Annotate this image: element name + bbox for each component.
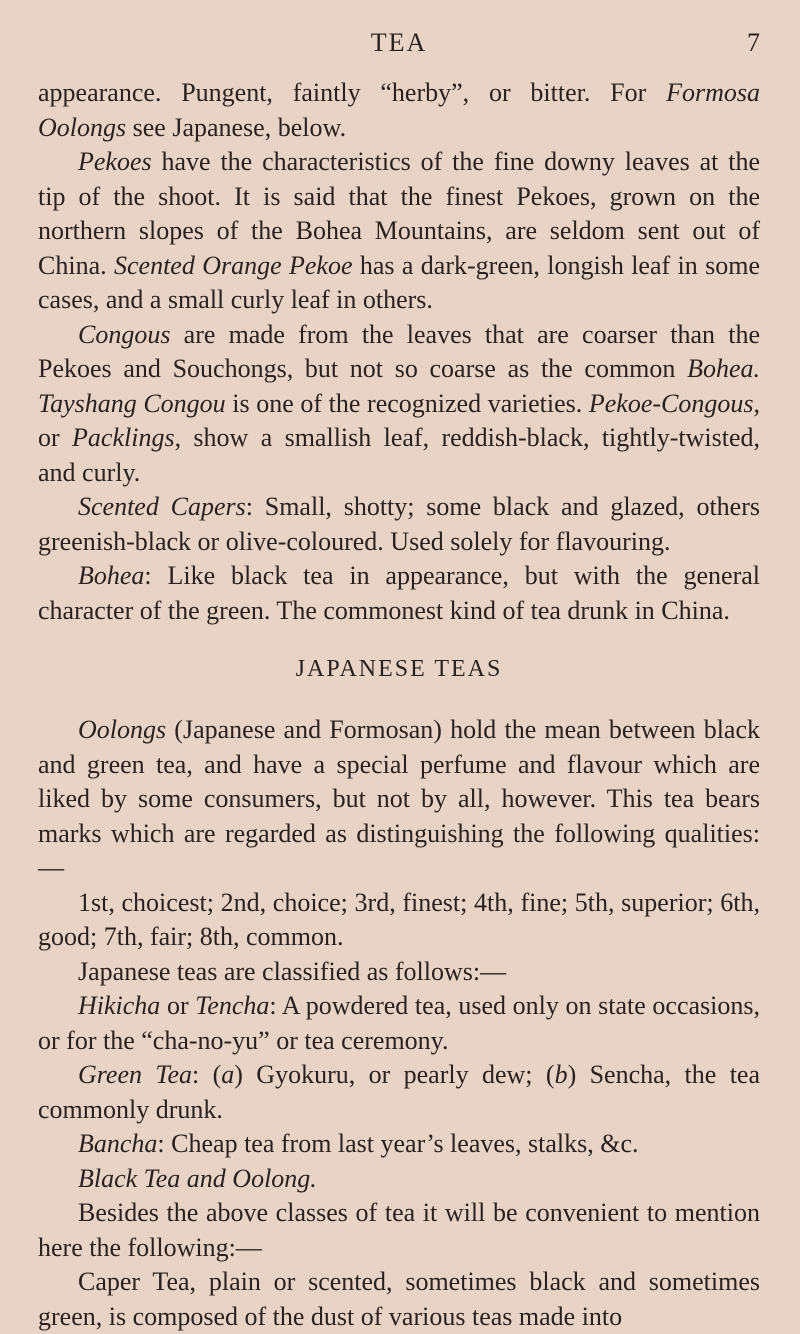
text-run: : Cheap tea from last year’s leaves, stalks, &c.	[157, 1129, 639, 1158]
paragraph-hikicha	[38, 989, 760, 1058]
paragraph-black-tea-oolong	[38, 1162, 760, 1197]
italic-term: Pekoe-Congous	[588, 388, 754, 418]
text-run: : Like black tea in appearance, but with the general character of the green. The commonest kind of tea drunk in China.	[38, 561, 760, 625]
paragraph-bohea	[38, 559, 760, 628]
italic-term: Pekoes	[78, 147, 152, 176]
text-run: have the characteristics of the fine downy leaves at the tip of the shoot. It is said that the finest Pekoes, grown on the northern slopes of the Bohea Mountains, are seldom sent out of China.	[38, 147, 760, 280]
section-heading: JAPANESE TEAS	[295, 656, 503, 682]
italic-term: a	[221, 1060, 235, 1089]
italic-term: Black Tea and Oolong.	[78, 1163, 317, 1193]
text-run: : A powdered tea, used only on state occasions, or for the “cha-no-yu” or tea ceremony.	[38, 991, 760, 1055]
italic-term: Formosa Oolongs	[38, 78, 760, 142]
italic-term: Tencha	[195, 991, 270, 1020]
paragraph-pekoes	[38, 145, 760, 318]
paragraph-congous	[38, 318, 760, 491]
paragraph-continuation	[38, 76, 760, 145]
paragraph-scented-capers	[38, 490, 760, 559]
paragraph-classification: Japanese teas are classified as follows:—	[78, 956, 507, 986]
italic-term: Packlings	[72, 423, 175, 452]
italic-term: Bancha	[78, 1129, 158, 1158]
italic-term: Green Tea	[78, 1060, 192, 1089]
text-run: , show a smallish leaf, reddish-black, tightly-twisted, and curly.	[38, 423, 760, 487]
text-run: ) Sencha, the tea commonly drunk.	[38, 1060, 760, 1124]
paragraph-besides: Besides the above classes of tea it will be convenient to mention here the following:—	[38, 1198, 760, 1262]
running-title: TEA	[370, 28, 428, 57]
italic-term: Congous	[78, 319, 171, 349]
paragraph-caper-tea: Caper Tea, plain or scented, sometimes black and sometimes green, is composed of the dust of various teas made into	[38, 1267, 760, 1331]
body-text	[38, 76, 760, 1334]
italic-term: b	[554, 1060, 568, 1089]
italic-term: Scented Capers	[78, 492, 246, 521]
italic-term: Bohea	[78, 561, 145, 590]
text-run: : (	[192, 1060, 222, 1089]
text-run: ) Gyokuru, or pearly dew; (	[234, 1060, 555, 1089]
text-run: is one of the recognized varieties.	[225, 388, 589, 418]
paragraph-bancha	[38, 1127, 760, 1162]
text-run: see Japanese, below.	[126, 112, 347, 142]
paragraph-oolongs	[38, 713, 760, 886]
text-run: , or	[38, 388, 760, 452]
italic-term: Bohea. Tayshang Congou	[38, 354, 760, 418]
text-run: (Japanese and Formosan) hold the mean between black and green tea, and have a special perfume and flavour which are liked by some consumers, but not by all, however. This tea bears marks which are regarded as distinguishing the following qualities:—	[38, 715, 760, 882]
italic-term: Scented Orange Pekoe	[113, 250, 353, 280]
italic-term: Oolongs	[78, 715, 167, 744]
text-run: has a dark-green, longish leaf in some cases, and a small curly leaf in others.	[38, 250, 760, 314]
paragraph-green-tea	[38, 1058, 760, 1127]
running-head	[38, 28, 760, 76]
page-number: 7	[747, 28, 760, 57]
paragraph-quality-marks: 1st, choicest; 2nd, choice; 3rd, finest; 4th, fine; 5th, superior; 6th, good; 7th, fair; 8th, common.	[38, 887, 760, 951]
text-run: appearance. Pungent, faintly “herby”, or bitter. For	[38, 78, 667, 107]
text-run: or	[160, 991, 196, 1020]
text-run: are made from the leaves that are coarser than the Pekoes and Souchongs, but not so coarse as the common	[38, 319, 760, 383]
italic-term: Hikicha	[78, 991, 161, 1020]
text-run: : Small, shotty; some black and glazed, others greenish-black or olive-coloured. Used solely for flavouring.	[38, 492, 760, 556]
